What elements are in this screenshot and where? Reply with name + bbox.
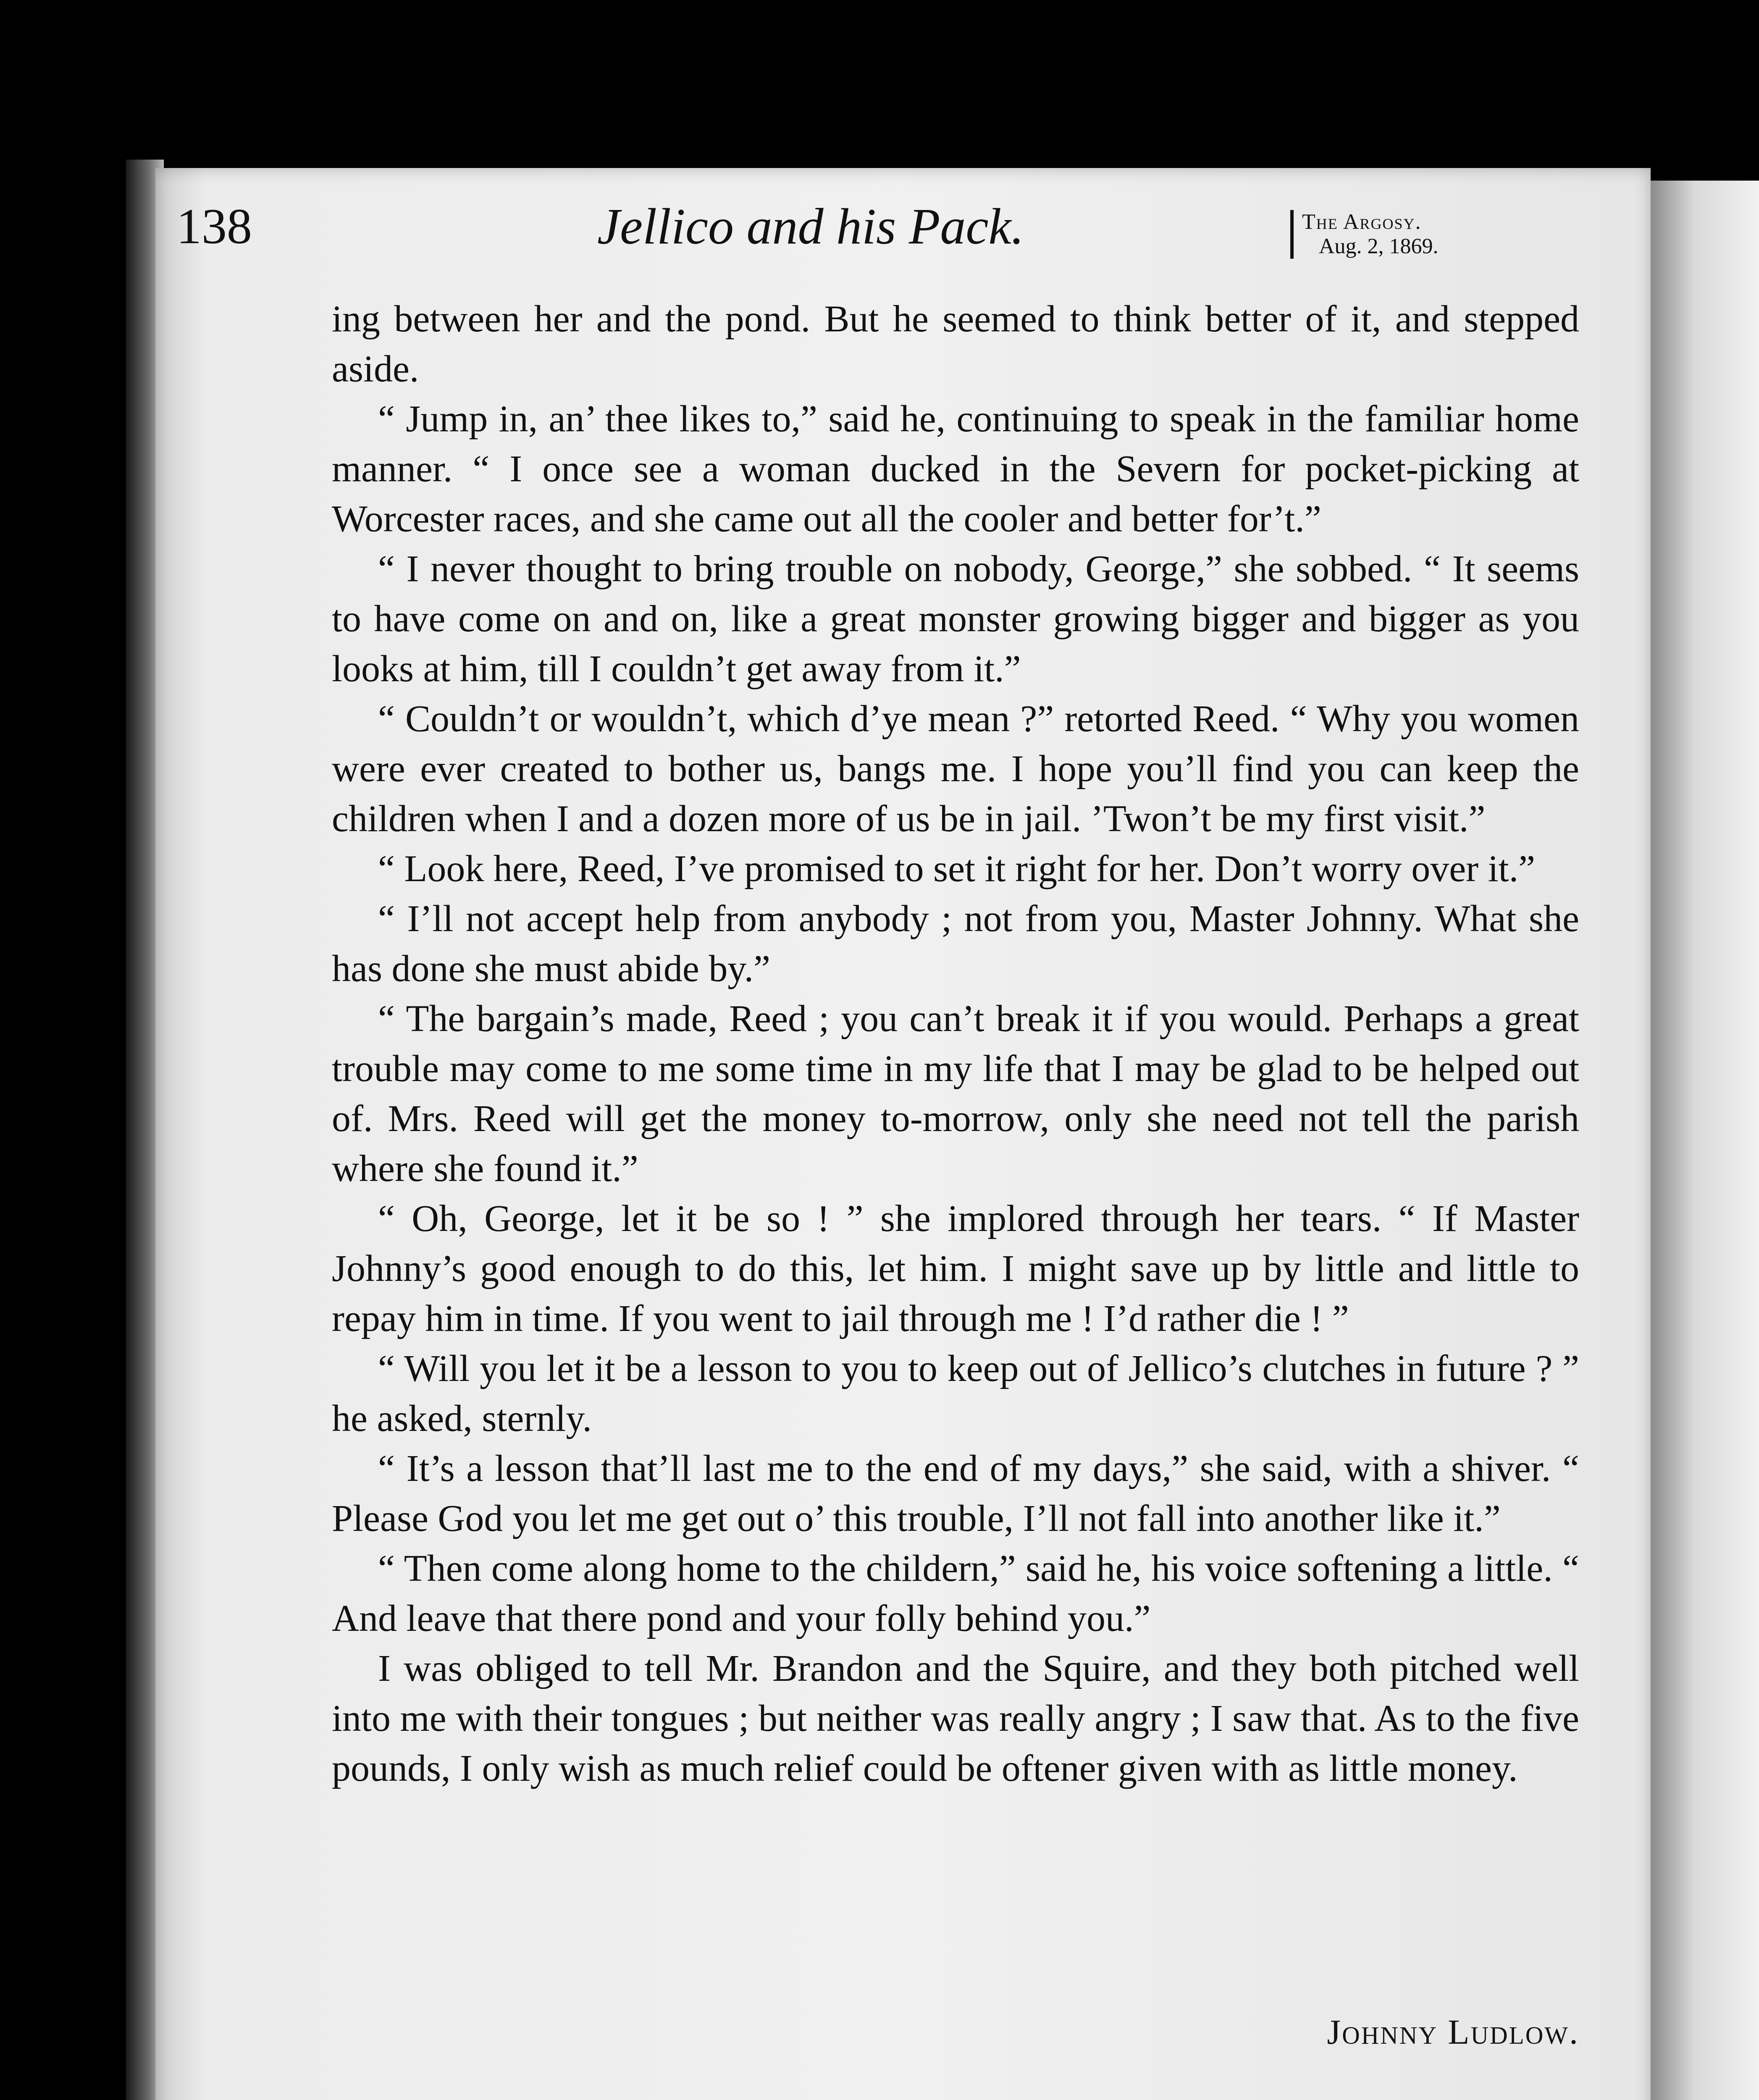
paragraph: I was obliged to tell Mr. Brandon and the Squire, and they both pitched well into me with their tongues ; but neither was really angry ; I saw that. As to the five pounds, I only wish as much relief could be oftener given with as little money. (332, 1648, 1579, 1789)
paragraph: “ I’ll not accept help from anybody ; not from you, Master Johnny. What she has done she must abide by.” (332, 898, 1579, 990)
paragraph: “ It’s a lesson that’ll last me to the end of my days,” she said, with a shiver. “ Please God you let me get out o’ this trouble, I’ll not fall into another like it.” (332, 1448, 1579, 1539)
paragraph: “ Will you let it be a lesson to you to keep out of Jellico’s clutches in future ? ” he asked, sternly. (332, 1348, 1579, 1439)
paragraph: “ The bargain’s made, Reed ; you can’t break it if you would. Perhaps a great trouble may come to me some time in my life that I may be glad to be helped out of. Mrs. Reed will get the money to-morrow, only she need not tell the parish where she found it.” (332, 998, 1579, 1189)
paragraph: “ Look here, Reed, I’ve promised to set it right for her. Don’t worry over it.” (378, 848, 1536, 890)
paragraph: “ Jump in, an’ thee likes to,” said he, continuing to speak in the familiar home manner. “ I once see a woman ducked in the Severn for pocket-picking at Worcester races, and she came out all the cooler and better for’t.” (332, 398, 1579, 540)
issue-title: The Argosy. (1302, 210, 1422, 234)
paragraph: “ Then come along home to the childern,” said he, his voice softening a little. “ And leave that there pond and your folly behind you.” (332, 1548, 1579, 1639)
issue-reference (1290, 210, 1487, 259)
author-signature: Johnny Ludlow. (1327, 2013, 1579, 2052)
issue-date: Aug. 2, 1869. (1319, 234, 1439, 258)
running-title: Jellico and his Pack. (597, 198, 1024, 255)
paragraph: “ Oh, George, let it be so ! ” she implored through her tears. “ If Master Johnny’s good enough to do this, let him. I might save up by little and little to repay him in time. If you went to jail through me ! I’d rather die ! ” (332, 1198, 1579, 1339)
page-number: 138 (176, 198, 252, 254)
page-header (176, 197, 1445, 273)
paragraph: ing between her and the pond. But he seemed to think better of it, and stepped aside. (332, 298, 1579, 390)
body-text (332, 294, 1579, 1793)
paragraph: “ Couldn’t or wouldn’t, which d’ye mean ?” retorted Reed. “ Why you women were ever created to bother us, bangs me. I hope you’ll find you can keep the children when I and a dozen more of us be in jail. ’Twon’t be my first visit.” (332, 698, 1579, 840)
facing-page-edge (1651, 181, 1759, 2100)
paragraph: “ I never thought to bring trouble on nobody, George,” she sobbed. “ It seems to have come on and on, like a great monster growing bigger and bigger as you looks at him, till I couldn’t get away from it.” (332, 548, 1579, 690)
